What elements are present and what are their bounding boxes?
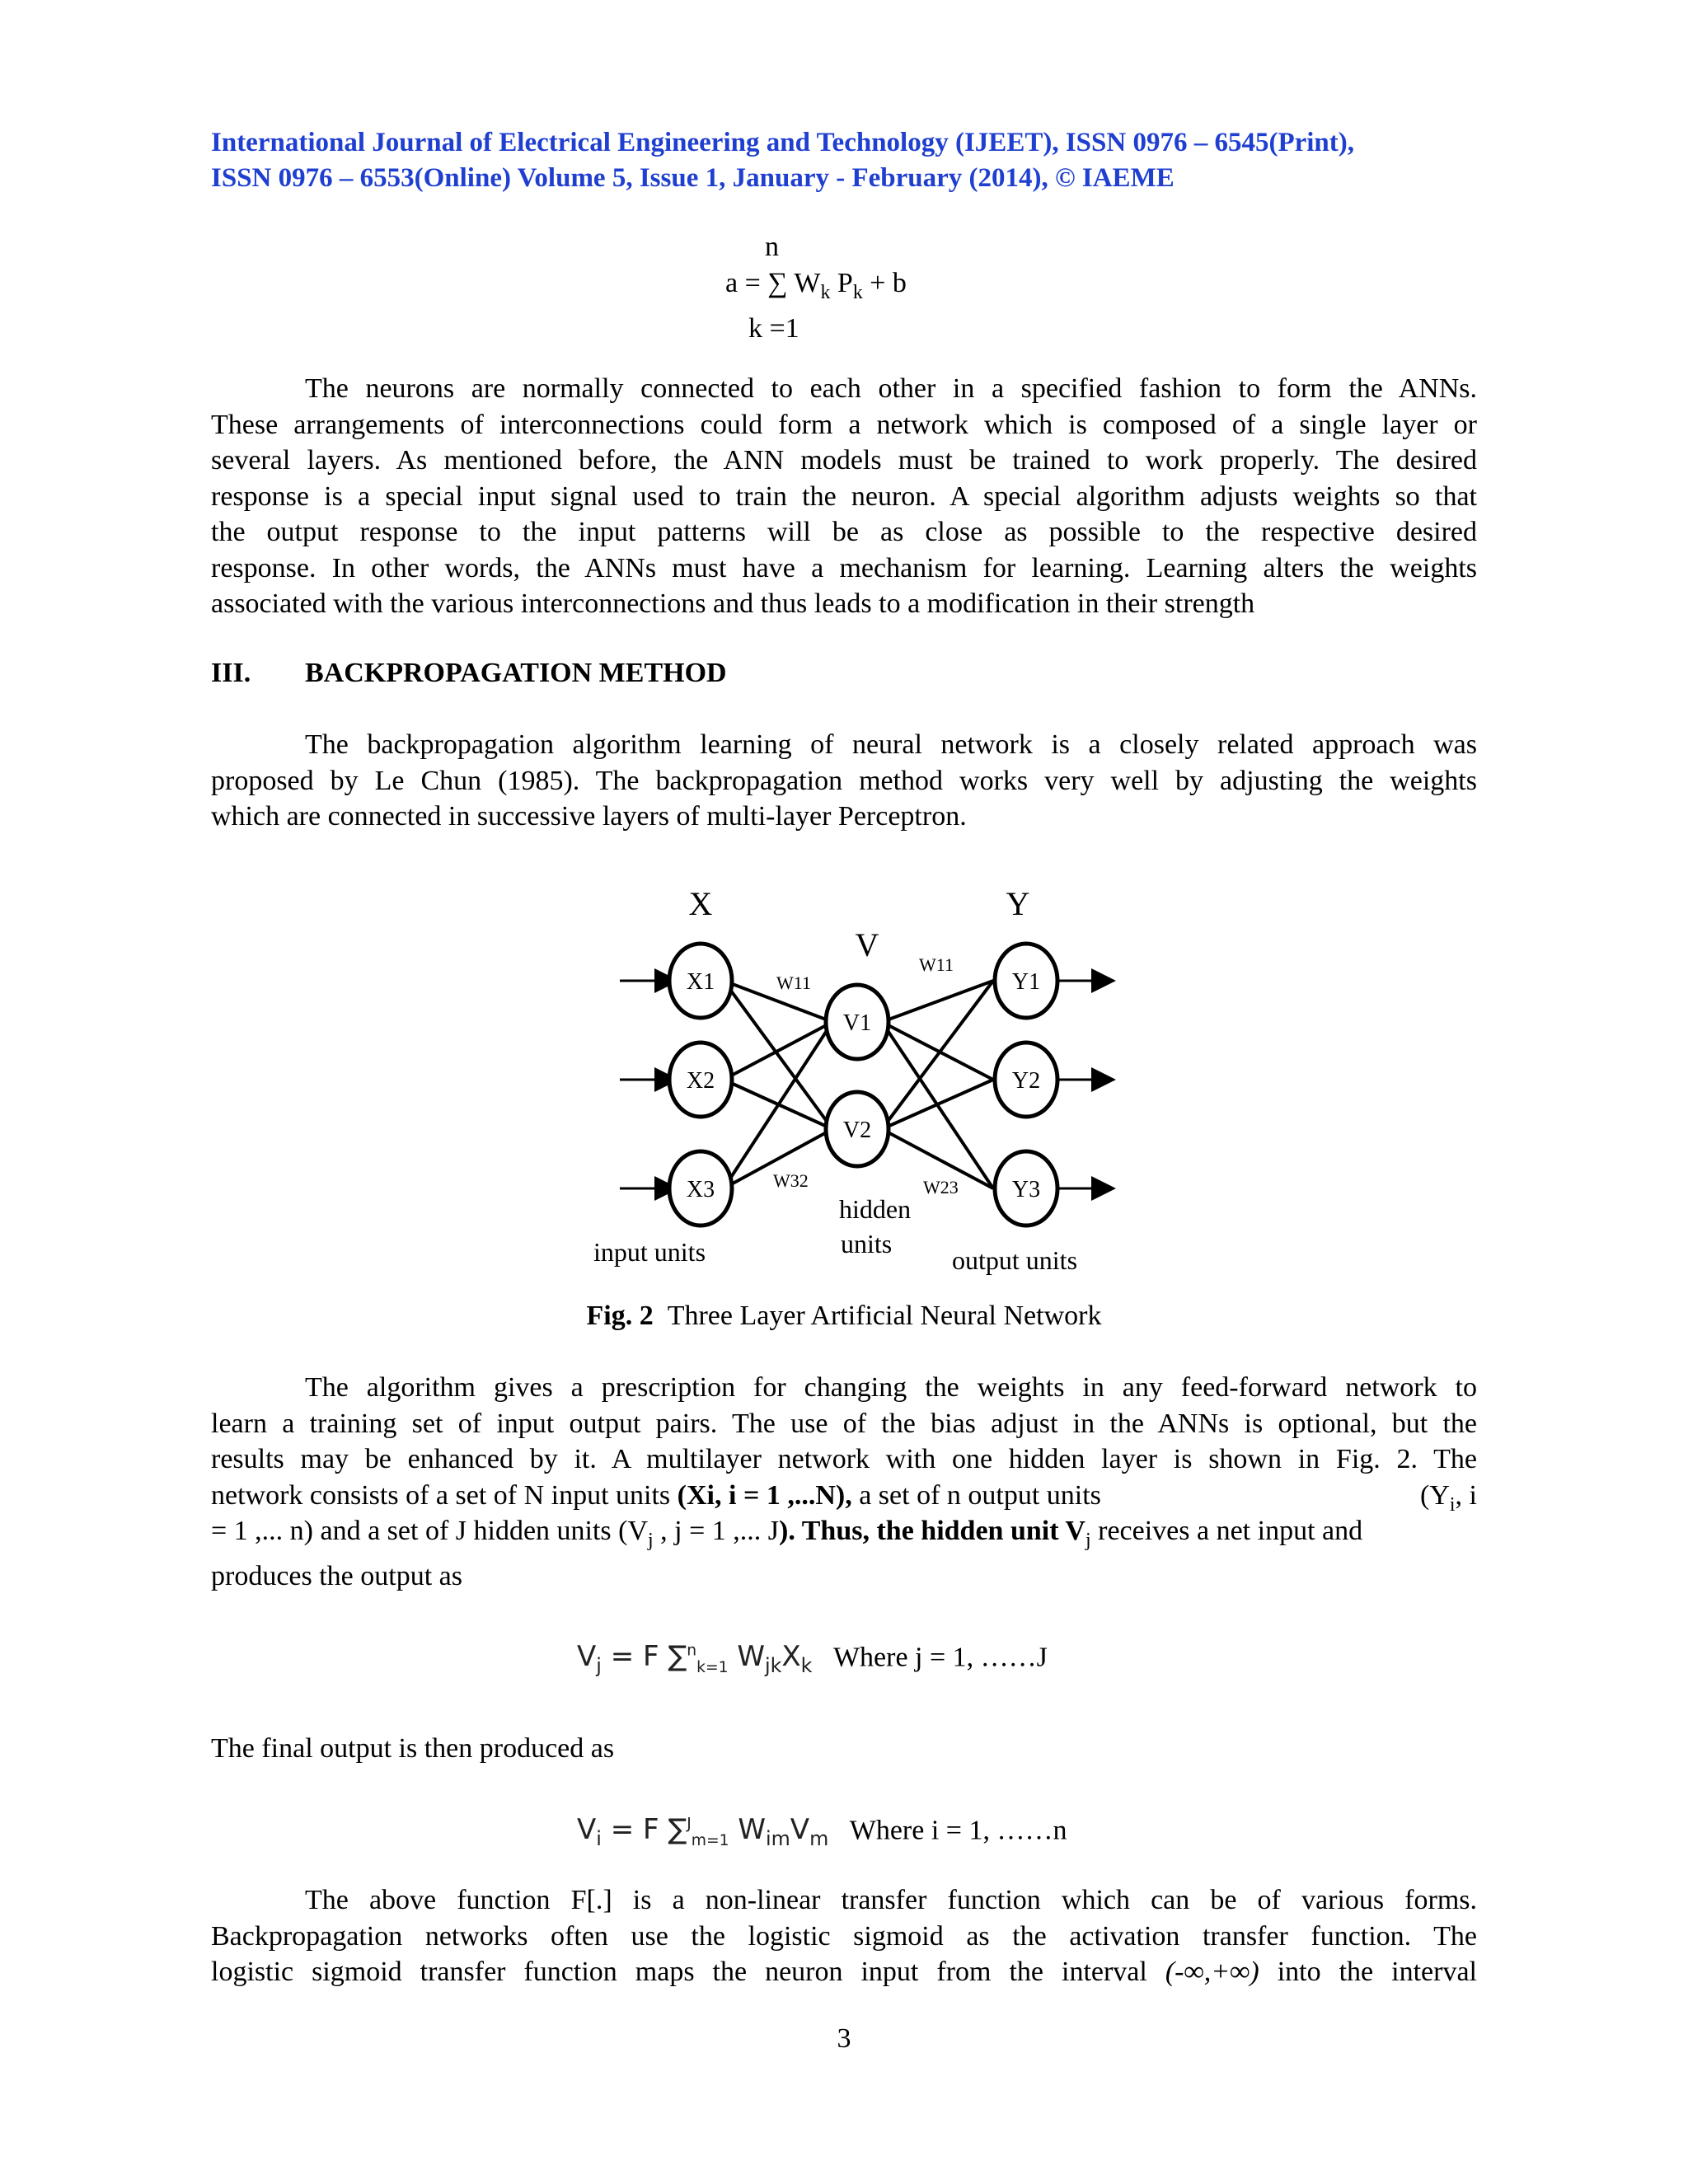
label-y2: Y2: [1011, 1068, 1041, 1094]
label-x3: X3: [686, 1177, 715, 1202]
label-x1: X1: [686, 969, 715, 995]
label-y1: Y1: [1011, 969, 1041, 995]
caption-label: Fig. 2: [586, 1301, 654, 1331]
weight-w23: W23: [923, 1177, 959, 1197]
eq-upper-limit: n: [765, 232, 779, 262]
figure-caption: [0, 1301, 1688, 1332]
layer-label-v: V: [855, 926, 879, 963]
label-v1: V1: [842, 1010, 872, 1036]
layer-label-x: X: [688, 885, 713, 922]
header-line-2: ISSN 0976 – 6553(Online) Volume 5, Issue 1, January - February (2014), © IAEME: [211, 163, 1175, 193]
input-units-label: input units: [593, 1237, 706, 1267]
hidden-units-label: units: [841, 1229, 893, 1258]
weight-w11-right: W11: [919, 954, 954, 975]
formula-hidden-output: $V_j = F$ ∑$^n_{k=1}$ $W_{jk}X_k$ Where j = 1, ……J: [577, 1640, 1048, 1678]
input-arrows: [620, 981, 674, 1188]
layer-label-y: Y: [1006, 885, 1030, 922]
hidden-label: hidden: [839, 1194, 912, 1224]
paragraph-transfer-function: The above function F[.] is a non-linear transfer function which can be of various forms. Backpropagation networks often use the logistic sigmoid as the activation transfer function. The logistic sigmoid transfer function maps the neuron input from the interval (-∞,+∞) into the interval: [211, 1885, 1477, 1987]
eq-main: a = ∑ $W_k$ $P_k + b$: [725, 268, 907, 303]
paragraph-algorithm: The algorithm gives a prescription for changing the weights in any feed-forward network to learn a training set of input output pairs. The use of the bias adjust in the ANNs is optional, but the results may be enhanced by it. A multilayer network with one hidden layer is shown in Fig. 2. The network consists of a set of N input units (Xi, i = 1 ,...N), a set of n output units ($Y_i$, i = 1 ,... n) and a set of J hidden units ($V_j$ , j = 1 ,... J). Thus, the hidden unit $V_j$ receives a net input and produces the output as: [211, 1372, 1477, 1592]
weight-w11-left: W11: [776, 972, 811, 993]
caption-text: Three Layer Artificial Neural Network: [667, 1301, 1102, 1331]
label-x2: X2: [686, 1068, 715, 1094]
equation-summation: [725, 229, 907, 347]
eq-lower-limit: k =1: [748, 312, 799, 344]
section-heading: [211, 658, 727, 689]
output-units-label: output units: [952, 1245, 1078, 1275]
output-arrows: [1059, 981, 1111, 1188]
label-v2: V2: [842, 1118, 872, 1143]
section-number: III.: [211, 658, 251, 688]
label-y3: Y3: [1011, 1177, 1041, 1202]
journal-header: [211, 125, 1480, 196]
section-title: BACKPROPAGATION METHOD: [305, 658, 727, 688]
header-line-1: International Journal of Electrical Engineering and Technology (IJEET), ISSN 0976 – 6545(Print),: [211, 128, 1354, 157]
paragraph-neurons: The neurons are normally connected to each other in a specified fashion to form the ANNs. These arrangements of interconnections could form a network which is composed of a single layer or several layers. As mentioned before, the ANN models must be trained to work properly. The desired response is a special input signal used to train the neuron. A special algorithm adjusts weights so that the output response to the input patterns will be as close as possible to the respective desired response. In other words, the ANNs must have a mechanism for learning. Learning alters the weights associated with the various interconnections and thus leads to a modification in their strength: [211, 373, 1477, 619]
formula-final-output: $V_i = F$ ∑$^J_{m=1}$ $W_{im}V_m$ Where i = 1, ……n: [577, 1813, 1067, 1851]
final-output-text: The final output is then produced as: [211, 1733, 615, 1764]
weight-w32: W32: [773, 1170, 809, 1191]
neural-network-figure: [577, 882, 1137, 1277]
page-number: 3: [837, 2023, 851, 2054]
paragraph-backprop: The backpropagation algorithm learning of neural network is a closely related approach was proposed by Le Chun (1985). The backpropagation method works very well by adjusting the weights which are connected in successive layers of multi-layer Perceptron.: [211, 729, 1477, 832]
